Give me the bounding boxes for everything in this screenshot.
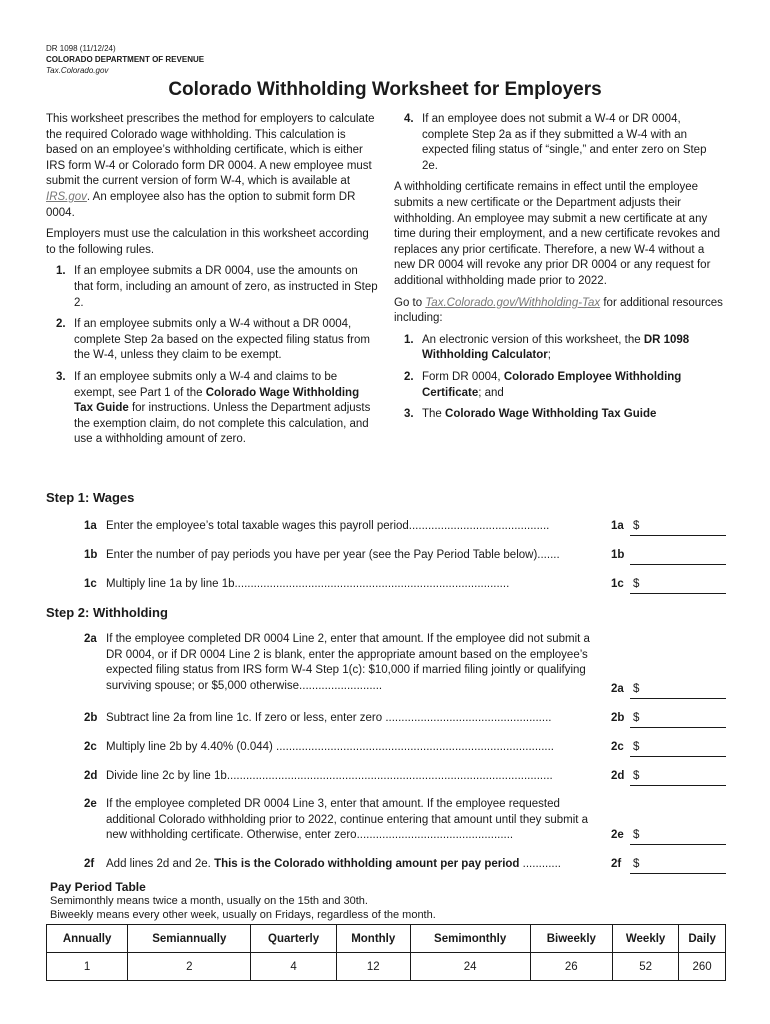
intro-paragraph-1: This worksheet prescribes the method for employers to calculate the required Colorado wage withholding. This calculation is based on an employee’s withholding certificate, which is either IRS form W-4 or Colorado form DR 0004. A new employee must submit the current version of form W-4, which is available at IRS.gov. An employee also has the option to submit form DR 0004.	[46, 113, 375, 219]
header-cell: Annually	[47, 925, 128, 953]
value-cell: 4	[251, 953, 336, 981]
value-cell: 24	[410, 953, 530, 981]
form-header	[46, 43, 204, 76]
intro-right-column	[394, 112, 724, 429]
resource-item: 1. An electronic version of this worksheet, the DR 1098 Withholding Calculator;	[404, 333, 690, 362]
line-2d-input[interactable]	[630, 769, 726, 786]
step2-heading: Step 2: Withholding	[46, 605, 168, 620]
line-1c-input[interactable]	[630, 577, 726, 594]
line-2f-input[interactable]	[630, 857, 726, 874]
header-cell: Semiannually	[128, 925, 251, 953]
line-2b-input[interactable]	[630, 711, 726, 728]
table-header-row	[47, 925, 726, 953]
intro-paragraph-2: Employers must use the calculation in this worksheet according to the following rules.	[46, 228, 369, 256]
resource-item: 3. The Colorado Wage Withholding Tax Guide	[404, 408, 657, 421]
step1-heading: Step 1: Wages	[46, 490, 135, 505]
department-site: Tax.Colorado.gov	[46, 66, 109, 75]
intro-left-column	[46, 112, 380, 454]
header-cell: Biweekly	[530, 925, 612, 953]
line-2e-input[interactable]	[630, 828, 726, 845]
header-cell: Weekly	[612, 925, 678, 953]
pay-period-note-semimonthly: Semimonthly means twice a month, usually on the 15th and 30th.	[50, 895, 368, 907]
header-cell: Semimonthly	[410, 925, 530, 953]
line-2c-input[interactable]	[630, 740, 726, 757]
rule-item: 4. If an employee does not submit a W-4 or DR 0004, complete Step 2a as if they submitted a W-4 with an expected filing status of “single,” and enter zero on Step 2e.	[404, 113, 707, 172]
department-name: COLORADO DEPARTMENT OF REVENUE	[46, 55, 205, 64]
rule-item: 2. If an employee submits only a W-4 without a DR 0004, complete Step 2a based on the expected filing status from the W-4, unless they claim to be exempt.	[56, 318, 370, 362]
resources-list	[394, 333, 724, 423]
form-id: DR 1098 (11/12/24)	[46, 44, 116, 53]
line-1a-input[interactable]	[630, 519, 726, 536]
withholding-tax-link[interactable]: Tax.Colorado.gov/Withholding-Tax	[425, 296, 601, 309]
value-cell: 2	[128, 953, 251, 981]
header-cell: Quarterly	[251, 925, 336, 953]
header-cell: Monthly	[336, 925, 410, 953]
line-2a-input[interactable]	[630, 682, 726, 699]
value-cell: 26	[530, 953, 612, 981]
header-cell: Daily	[679, 925, 726, 953]
pay-period-table	[46, 924, 726, 981]
value-cell: 52	[612, 953, 678, 981]
page-title: Colorado Withholding Worksheet for Employers	[168, 79, 602, 100]
rules-list	[46, 264, 380, 448]
line-1b-input[interactable]	[630, 548, 726, 565]
intro-paragraph-3: A withholding certificate remains in effect until the employee submits a new certificate or the Department adjusts their withholding. An employee may submit a new certificate at any time during their employment, and a new certificate revokes and replaces any prior certificate. Therefore, a new W-4 without a new DR 0004 will revoke any prior DR 0004 or any request for additional withholding made prior to 2022.	[394, 181, 720, 287]
rules-list-continued	[394, 112, 724, 174]
pay-period-note-biweekly: Biweekly means every other week, usually on Fridays, regardless of the month.	[50, 909, 436, 921]
resource-item: 2. Form DR 0004, Colorado Employee Withholding Certificate; and	[404, 370, 682, 399]
value-cell: 1	[47, 953, 128, 981]
value-cell: 260	[679, 953, 726, 981]
rule-item: 1. If an employee submits a DR 0004, use the amounts on that form, including an amount of zero, as instructed in Step 2.	[56, 265, 378, 309]
pay-period-title: Pay Period Table	[50, 880, 146, 894]
irs-gov-link[interactable]: IRS.gov	[46, 190, 87, 203]
intro-paragraph-4: Go to Tax.Colorado.gov/Withholding-Tax for additional resources including:	[394, 296, 723, 325]
table-row	[47, 953, 726, 981]
value-cell: 12	[336, 953, 410, 981]
rule-item: 3. If an employee submits only a W-4 and claims to be exempt, see Part 1 of the Colorado Wage Withholding Tax Guide for instructions. Unless the Department adjusts the exemption claim, do not complete this calculation, and use a withholding amount of zero.	[56, 370, 371, 446]
